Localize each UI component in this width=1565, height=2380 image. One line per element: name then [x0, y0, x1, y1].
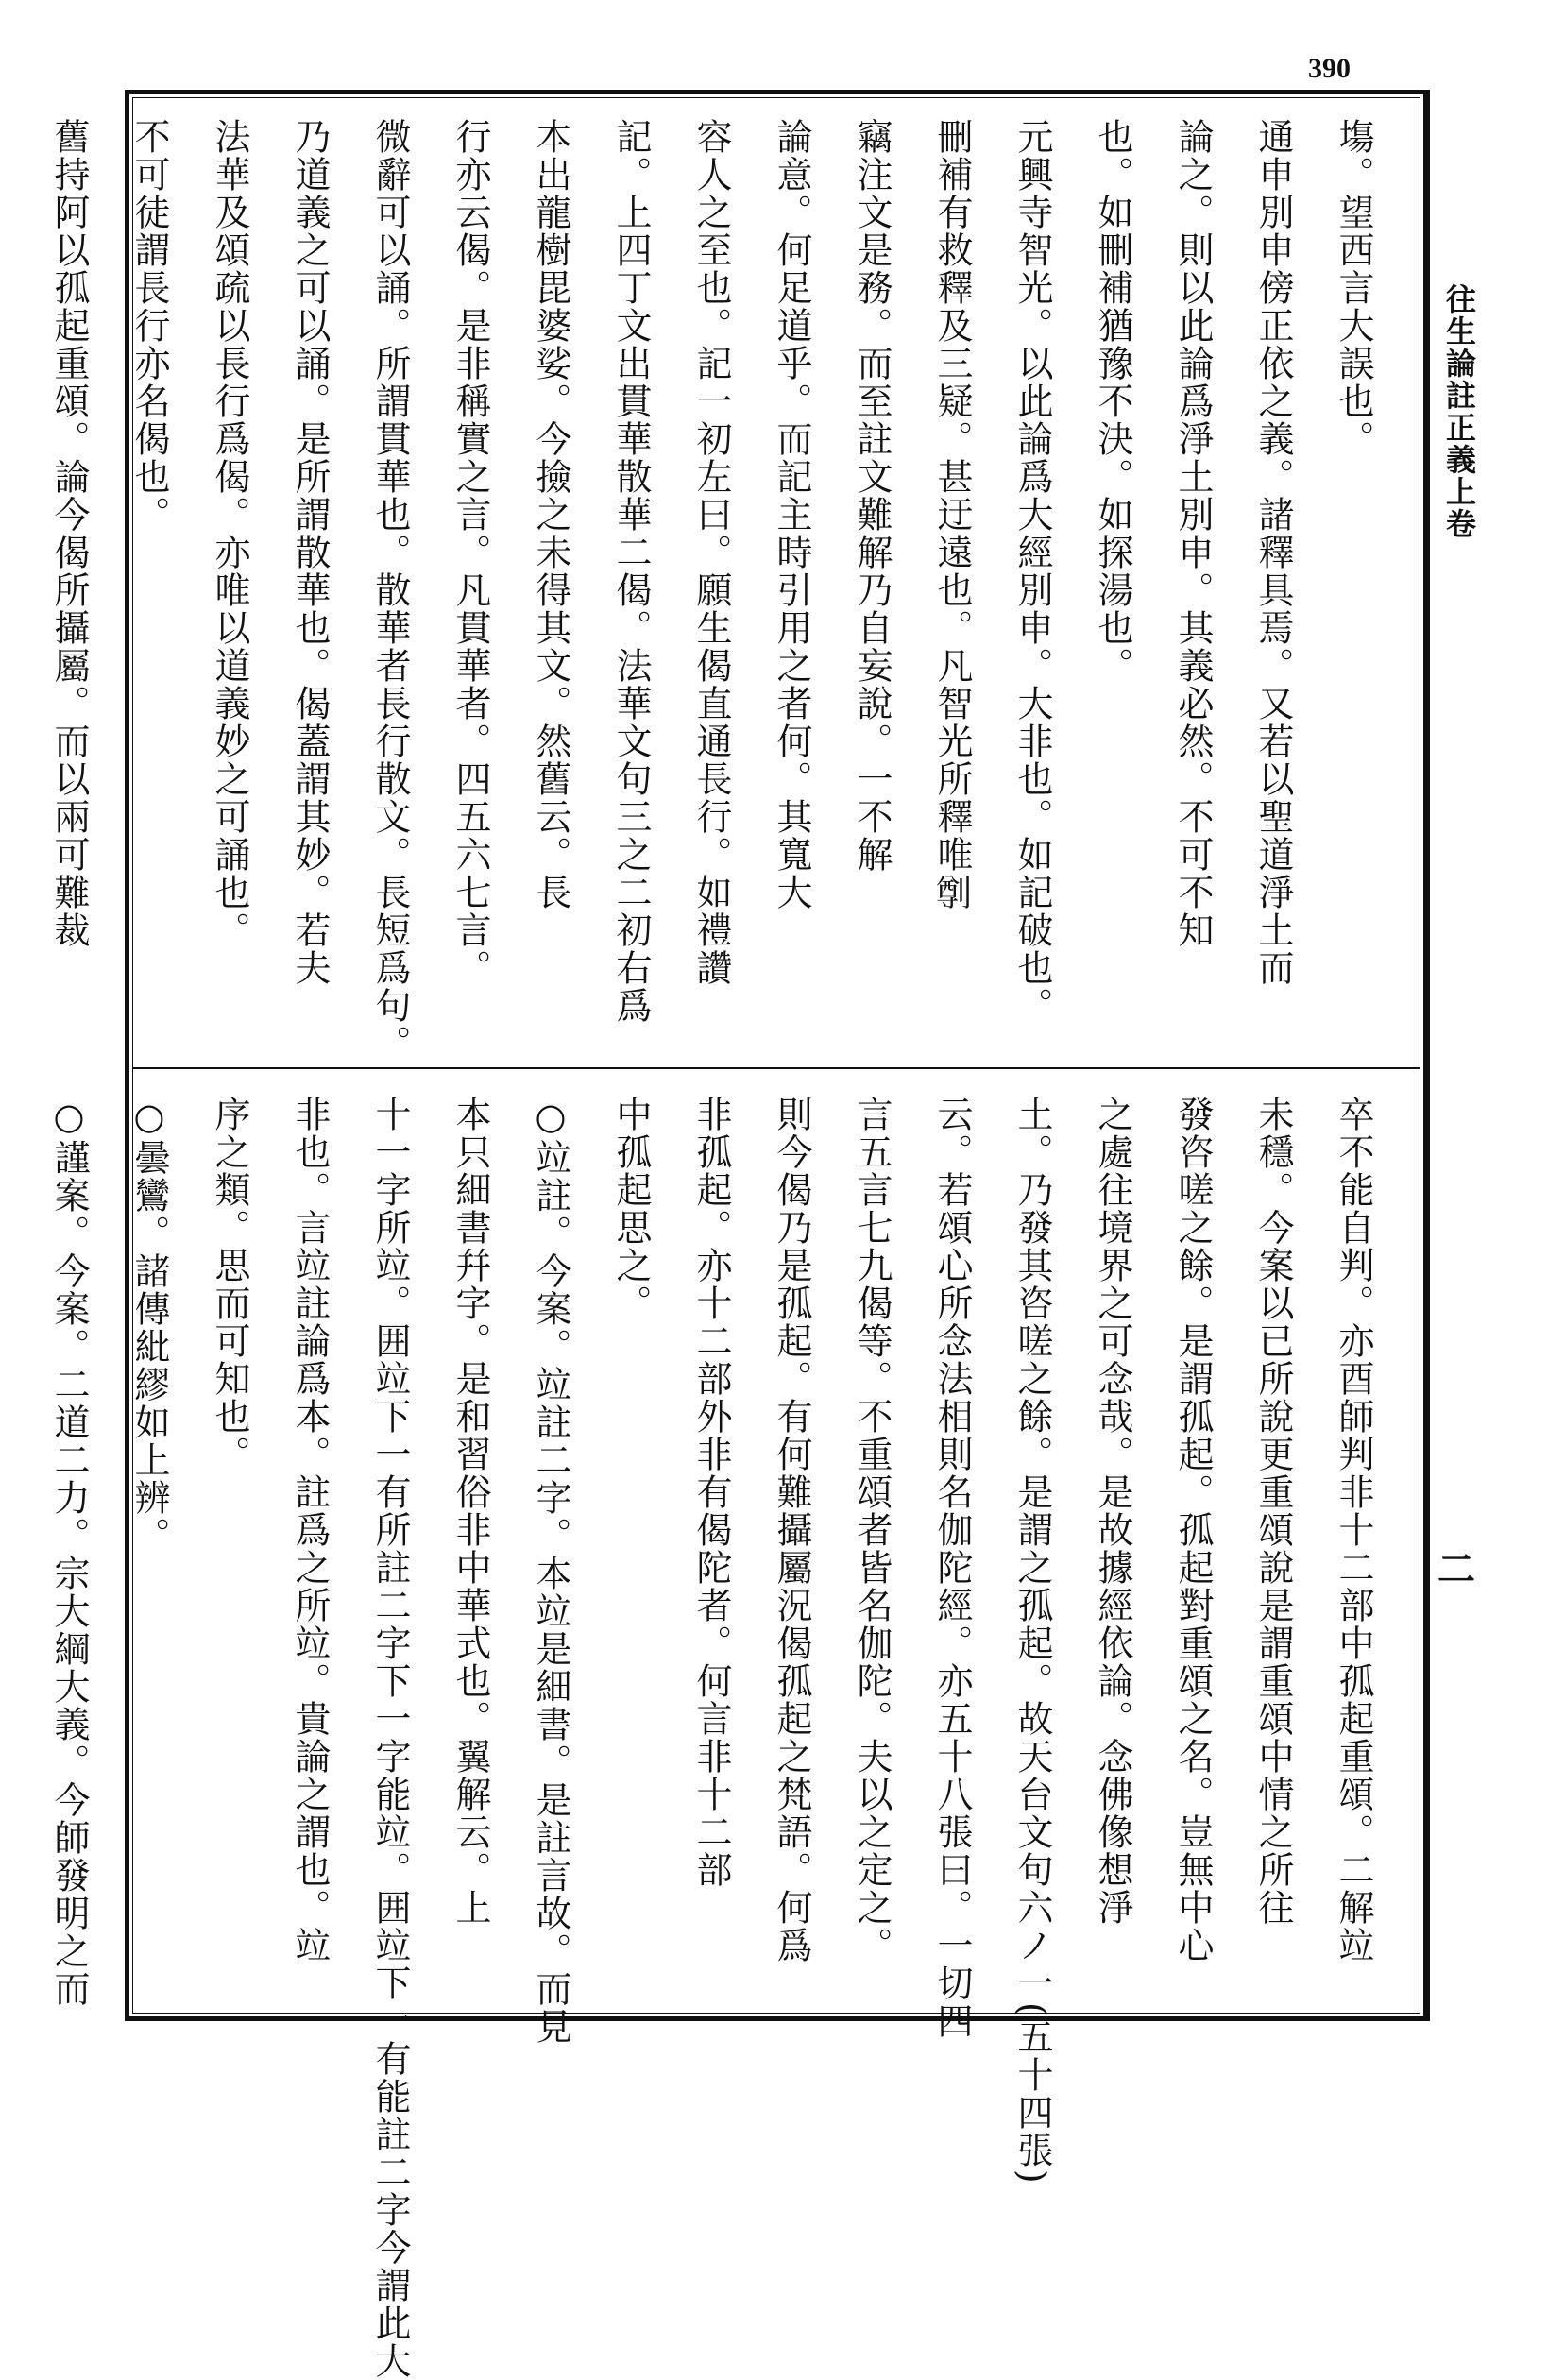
text-column: 法華及頌疏以長行爲偈。亦唯以道義妙之可誦也。 [209, 118, 250, 949]
text-column: 記。上四丁文出貫華散華二偈。法華文句三之二初右爲 [610, 118, 652, 1025]
text-column: 微辭可以誦。所謂貫華也。散華者長行散文。長短爲句。 [369, 118, 411, 1062]
margin-rule [1428, 90, 1430, 2021]
text-column: 十一字所竝。囲竝下一有所註二字下一字能竝。囲竝下一有能註二字今謂此大 [369, 1096, 411, 2380]
text-column: ○竝註。今案。竝註二字。本竝是細書。是註言故。而見 [530, 1096, 571, 2046]
lower-text-block [48, 1096, 1393, 2380]
text-column: 言五言七九偈等。不重頌者皆名伽陀。夫以之定之。 [851, 1096, 893, 1964]
page-number: 390 [1308, 53, 1351, 84]
text-column: 未穩。今案以已所說更重頌說是謂重頌中情之所往 [1252, 1096, 1294, 1927]
text-column: 中孤起思之。 [610, 1096, 652, 1322]
text-column: 本只細書幷字。是和習俗非中華式也。翼解云。上 [450, 1096, 491, 1927]
text-column: 不可徒謂長行亦名偈也。 [128, 118, 170, 534]
text-column: 舊持阿以孤起重頌。論今偈所攝屬。而以兩可難裁 [48, 118, 90, 949]
text-column: 容人之至也。記一初左曰。願生偈直通長行。如禮讚 [690, 118, 732, 987]
text-column: 非也。言竝註論爲本。註爲之所竝。貴論之謂也。竝 [289, 1096, 331, 1964]
text-column: 發咨嗟之餘。是謂孤起。孤起對重頌之名。豈無中心 [1172, 1096, 1214, 1964]
text-column: 卒不能自判。亦酉師判非十二部中孤起重頌。二解竝 [1333, 1096, 1374, 1964]
text-column: 云。若頌心所念法相則名伽陀經。亦五十八張曰。一切四 [931, 1096, 973, 2040]
text-column: 行亦云偈。是非稱實之言。凡貫華者。四五六七言。 [450, 118, 491, 987]
running-title: 往生論註正義上卷 [1441, 283, 1477, 540]
text-column: 論之。則以此論爲淨土別申。其義必然。不可不知 [1172, 118, 1214, 949]
text-column: 通申別申傍正依之義。諸釋具焉。又若以聖道淨土而 [1252, 118, 1294, 987]
text-column: 乃道義之可以誦。是所謂散華也。偈蓋謂其妙。若夫 [289, 118, 331, 987]
text-column: 也。如刪補猶豫不決。如探湯也。 [1092, 118, 1133, 685]
section-divider [132, 1067, 1420, 1069]
text-column: 塲。望西言大誤也。 [1333, 118, 1374, 458]
text-column: 竊注文是務。而至註文難解乃自妄說。一不解 [851, 118, 893, 874]
text-column: 土。乃發其咨嗟之餘。是謂之孤起。故天台文句六ノ一(五十四張) [1012, 1096, 1053, 2185]
text-column: 序之類。思而可知也。 [209, 1096, 250, 1473]
text-column: 則今偈乃是孤起。有何難攝屬況偈孤起之梵語。何爲 [771, 1096, 812, 1964]
text-column: 本出龍樹毘婆娑。今撿之未得其文。然舊云。長 [530, 118, 571, 911]
upper-text-block [48, 118, 1393, 1062]
text-column: 元興寺智光。以此論爲大經別申。大非也。如記破也。 [1012, 118, 1053, 1025]
text-column: ○曇鸞。諸傳紕繆如上辨。 [128, 1096, 170, 1555]
folio-number: 二 [1437, 1547, 1475, 1591]
text-column: 之處往境界之可念哉。是故據經依論。念佛像想淨 [1092, 1096, 1133, 1927]
text-column: 非孤起。亦十二部外非有偈陀者。何言非十二部 [690, 1096, 732, 1889]
text-column: ○謹案。今案。二道二力。宗大綱大義。今師發明之而 [48, 1096, 90, 2008]
text-column: 論意。何足道乎。而記主時引用之者何。其寬大 [771, 118, 812, 911]
text-column: 刪補有救釋及三疑。甚迂遠也。凡智光所釋唯𠟃 [931, 118, 973, 911]
